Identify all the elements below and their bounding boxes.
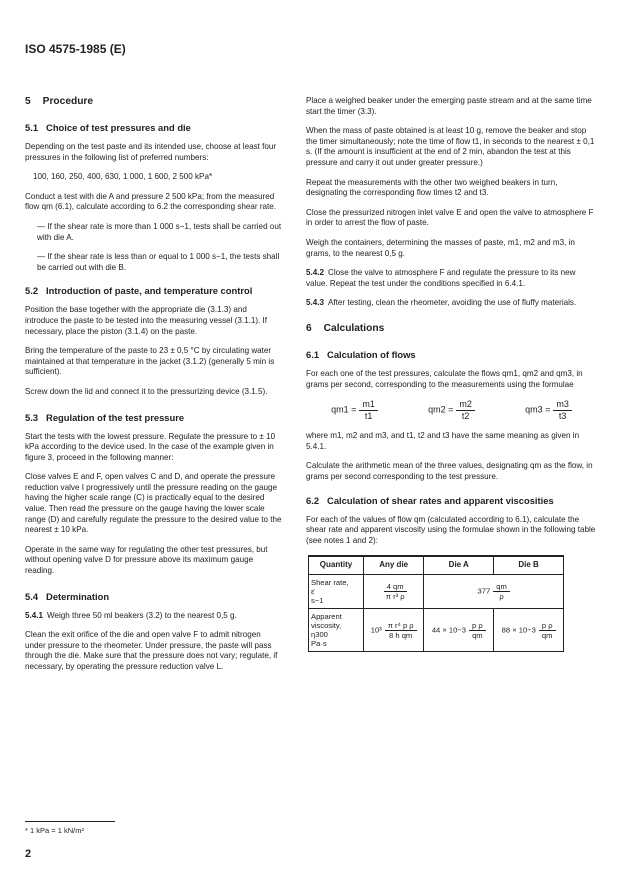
numerator: π r⁴ p ρ bbox=[385, 621, 417, 631]
clause-number: 5.4.1 bbox=[25, 610, 44, 620]
paragraph: Start the tests with the lowest pressure. Regulate the pressure to ± 10 kPa according to the device used. In the case of the example given in figure 3, proceed in the following manner: bbox=[25, 431, 276, 462]
clause-text: Weigh three 50 ml beakers (3.2) to the nearest 0,5 g. bbox=[47, 610, 237, 620]
section-number: 5.4 bbox=[25, 590, 39, 602]
paragraph: Close valves E and F, open valves C and D, and operate the pressure reduction valve I progressively until the pressure reading on the gauge having the higher scale range (C) is practically equal to the desired value. Then read the pressure on the gauge having the lower scale range (D) and carefully regulate the pressure to the desired value to the nearest ± 10 kPa. bbox=[25, 472, 282, 535]
paragraph: where m1, m2 and m3, and t1, t2 and t3 have the same meaning as given in 5.4.1. bbox=[306, 431, 580, 451]
paragraph bbox=[306, 268, 597, 289]
formula-qm1 bbox=[331, 399, 378, 421]
formula-qm3 bbox=[525, 399, 572, 421]
formula-cell bbox=[494, 609, 564, 652]
table-header: Quantity bbox=[309, 556, 364, 574]
formula-lhs: qm3 = bbox=[525, 404, 551, 415]
paragraph: Depending on the test paste and its intended use, choose at least four pressures in the following list of preferred numbers: bbox=[25, 142, 277, 162]
flow-formulae bbox=[306, 399, 597, 421]
clause-text: After testing, clean the rheometer, avoiding the use of fluffy materials. bbox=[328, 298, 577, 308]
paragraph: Screw down the lid and connect it to the pressurizing device (3.1.5). bbox=[25, 386, 268, 396]
dash-item: — If the shear rate is more than 1 000 s−1, tests shall be carried out with die A. bbox=[37, 221, 282, 242]
section-5-2-heading bbox=[25, 285, 282, 296]
paragraph: Repeat the measurements with the other two weighed beakers in turn, designating the corresponding flow times t2 and t3. bbox=[306, 177, 558, 198]
left-column bbox=[25, 96, 282, 682]
table-row bbox=[309, 575, 564, 609]
numerator: p ρ bbox=[469, 621, 486, 631]
paragraph bbox=[306, 298, 597, 309]
coefficient: 10³ bbox=[370, 625, 382, 635]
section-number: 5 bbox=[25, 96, 31, 107]
section-title: Introduction of paste, and temperature control bbox=[46, 285, 253, 297]
footnote-rule bbox=[25, 821, 115, 822]
right-column bbox=[306, 96, 597, 652]
section-number: 6 bbox=[306, 322, 312, 334]
section-5-3-heading bbox=[25, 412, 282, 423]
paragraph: Bring the temperature of the paste to 23 ± 0,5 °C by circulating water maintained at that temperature in the jacket (3.1.2) (generally 5 min is sufficient). bbox=[25, 346, 275, 377]
formula-cell bbox=[424, 575, 564, 609]
formula-cell bbox=[424, 609, 494, 652]
section-title: Determination bbox=[46, 590, 110, 602]
section-title: Calculations bbox=[323, 322, 385, 334]
coefficient: 377 bbox=[477, 586, 491, 596]
page-number: 2 bbox=[25, 848, 32, 860]
paragraph: For each of the values of flow qm (calculated according to 6.1), calculate the shear rate and apparent viscosity using the formulae shown in the following table (see notes 1 and 2): bbox=[306, 514, 596, 545]
section-title: Regulation of the test pressure bbox=[46, 411, 185, 423]
table-header-row bbox=[309, 556, 564, 574]
pressure-list: 100, 160, 250, 400, 630, 1 000, 1 600, 2 500 kPa* bbox=[33, 172, 213, 182]
clause-text: Close the valve to atmosphere F and regulate the pressure to its new value. Repeat the test under the conditions specified in 6.4.1. bbox=[306, 268, 576, 288]
paragraph bbox=[25, 611, 282, 622]
clause-number: 5.4.2 bbox=[306, 268, 325, 278]
section-5-1-heading bbox=[25, 122, 282, 133]
formula-lhs: qm1 = bbox=[331, 404, 357, 415]
paragraph: Position the base together with the appropriate die (3.1.3) and introduce the paste to be tested into the measuring vessel (3.1.1). If necessary, place the piston (3.1.4) on the paste. bbox=[25, 305, 268, 336]
paragraph: Operate in the same way for regulating the other test pressures, but without opening valve D for pressure above its maximum gauge reading. bbox=[25, 544, 268, 576]
table-header: Any die bbox=[364, 556, 424, 574]
footnote: * 1 kPa = 1 kN/m² bbox=[25, 826, 84, 835]
section-6-heading bbox=[306, 323, 597, 335]
quantity-line: η300 bbox=[311, 630, 328, 640]
section-number: 5.3 bbox=[25, 411, 39, 423]
section-title: Calculation of flows bbox=[327, 348, 416, 360]
quantity-line: Shear rate, bbox=[311, 578, 349, 588]
paragraph: Place a weighed beaker under the emerging paste stream and at the same time start the timer (3.3). bbox=[306, 96, 592, 116]
quantity-cell bbox=[309, 575, 364, 609]
section-number: 5.1 bbox=[25, 122, 39, 133]
paragraph: Close the pressurized nitrogen inlet valve E and open the valve to atmosphere F in order to arrest the flow of paste. bbox=[306, 207, 594, 228]
formula-cell bbox=[364, 575, 424, 609]
numerator: m3 bbox=[553, 399, 572, 411]
paragraph: Conduct a test with die A and pressure 2 500 kPa; from the measured flow qm (6.1), calculate according to 6.2 the corresponding shear rate. bbox=[25, 191, 277, 212]
table-header: Die A bbox=[424, 556, 494, 574]
paragraph: Clean the exit orifice of the die and open valve F to admit nitrogen under pressure to the rheometer. Under pressure, the paste will pass through the die. Make sure that the pressure does not vary; regulate, if necessary, by operating the pressure reduction valve L. bbox=[25, 630, 278, 671]
denominator: qm bbox=[472, 630, 483, 640]
quantity-line: Pa·s bbox=[311, 639, 327, 649]
formula-qm2 bbox=[428, 399, 475, 421]
numerator: m2 bbox=[456, 399, 475, 411]
quantity-line: ε̇ bbox=[311, 587, 315, 597]
table-row bbox=[309, 609, 564, 652]
table-header: Die B bbox=[494, 556, 564, 574]
section-5-4-heading bbox=[25, 591, 282, 602]
denominator: qm bbox=[541, 630, 553, 640]
formula-lhs: qm2 = bbox=[428, 404, 454, 415]
clause-number: 5.4.3 bbox=[306, 298, 325, 308]
coefficient: 44 × 10−3 bbox=[431, 625, 467, 635]
coefficient: 88 × 10−3 bbox=[501, 625, 536, 635]
section-number: 5.2 bbox=[25, 285, 39, 297]
denominator: ρ bbox=[499, 592, 504, 602]
section-5-heading bbox=[25, 96, 282, 108]
denominator: t2 bbox=[461, 410, 470, 421]
denominator: 8 h qm bbox=[389, 630, 413, 640]
quantity-line: viscosity, bbox=[311, 621, 342, 631]
section-title: Procedure bbox=[42, 96, 94, 107]
paragraph: When the mass of paste obtained is at least 10 g, remove the beaker and stop the timer simultaneously; note the time of flow t1, in seconds to the nearest ± 0,1 s. (If the amount is insufficient at the end of 2 min, abandon the test at this pressure and carry it out under greater pressure.) bbox=[306, 126, 595, 167]
numerator: qm bbox=[493, 582, 510, 592]
quantity-cell bbox=[309, 609, 364, 652]
quantity-line: Apparent bbox=[311, 612, 342, 622]
paragraph: Calculate the arithmetic mean of the three values, designating qm as the flow, in grams per second corresponding to the test pressure. bbox=[306, 461, 593, 482]
section-6-1-heading bbox=[306, 349, 597, 360]
quantity-line: s−1 bbox=[311, 596, 324, 606]
numerator: p ρ bbox=[539, 621, 556, 631]
numerator: 4 qm bbox=[384, 582, 407, 592]
dash-item: — If the shear rate is less than or equal to 1 000 s−1, the tests shall be carried out with die B. bbox=[37, 252, 280, 272]
formula-cell bbox=[364, 609, 424, 652]
section-6-2-heading bbox=[306, 495, 597, 506]
numerator: m1 bbox=[359, 399, 378, 411]
shear-viscosity-table bbox=[308, 555, 564, 652]
section-number: 6.1 bbox=[306, 348, 320, 360]
section-title: Calculation of shear rates and apparent viscosities bbox=[327, 494, 554, 506]
section-title: Choice of test pressures and die bbox=[46, 122, 191, 133]
section-number: 6.2 bbox=[306, 494, 320, 506]
paragraph: For each one of the test pressures, calculate the flows qm1, qm2 and qm3, in grams per second, corresponding to the measurements using the formulae bbox=[306, 368, 583, 389]
denominator: t3 bbox=[558, 410, 567, 421]
standard-header: ISO 4575-1985 (E) bbox=[25, 42, 126, 56]
denominator: π r³ ρ bbox=[385, 592, 405, 602]
paragraph: Weigh the containers, determining the masses of paste, m1, m2 and m3, in grams, to the nearest 0,5 g. bbox=[306, 237, 575, 258]
denominator: t1 bbox=[364, 410, 373, 421]
